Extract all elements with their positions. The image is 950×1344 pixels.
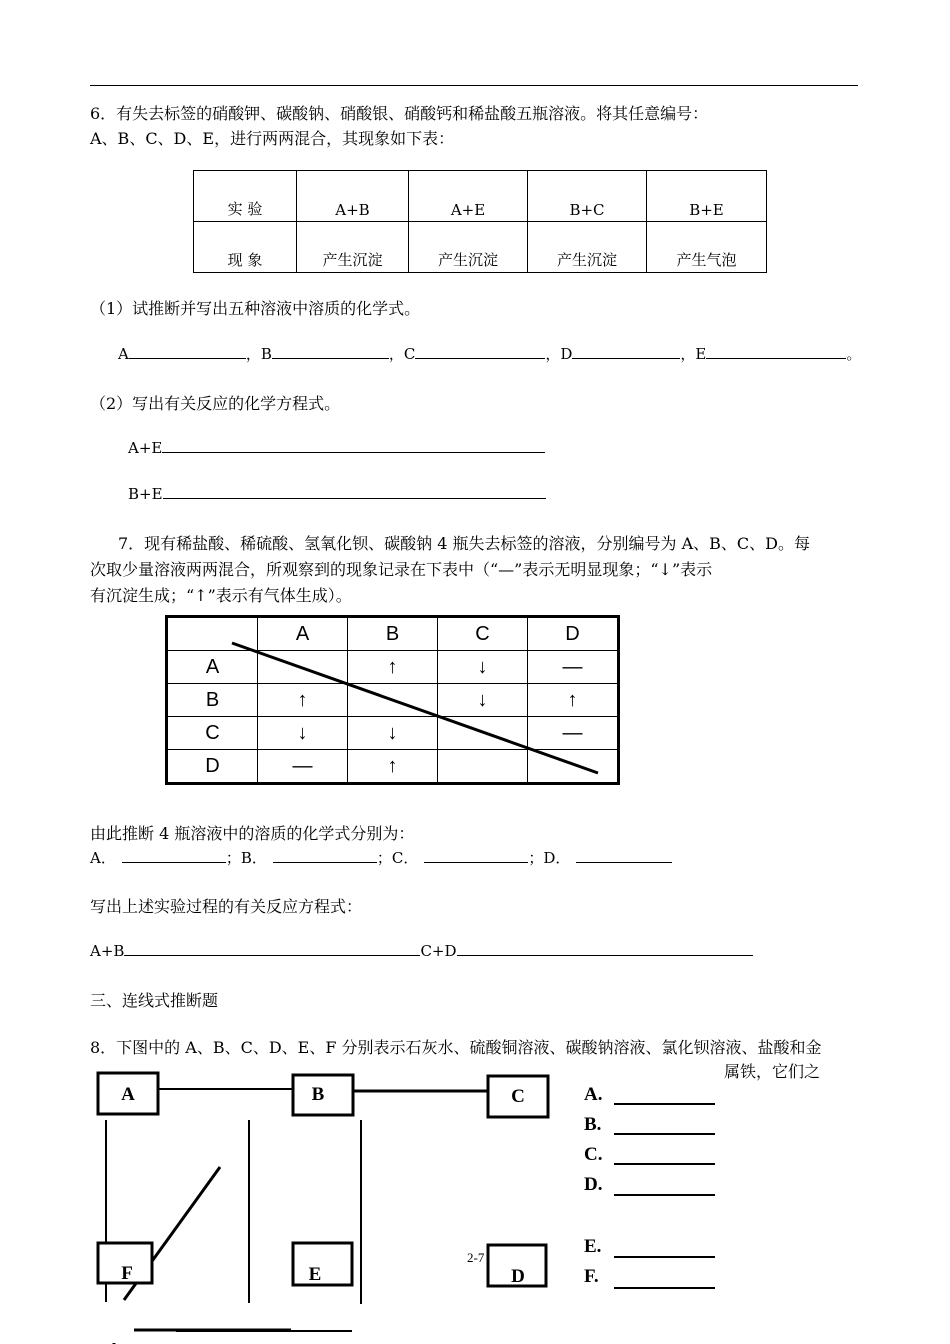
label: 。 [846,345,862,363]
q7-line2: 次取少量溶液两两混合，所观察到的现象记录在下表中（“—”表示无明显现象；“↓”表示 [90,560,713,579]
cell: 现 象 [194,222,297,273]
answer-blank-d[interactable] [576,848,672,863]
q6-line1: 6．有失去标签的硝酸钾、碳酸钠、硝酸银、硝酸钙和稀盐酸五瓶溶液。将其任意编号： [90,104,709,123]
node-label: F [121,1263,133,1284]
cell: D [167,750,258,784]
label: ，B [245,345,272,363]
q8-line2: 属铁，它们之 [724,1062,821,1081]
answer-label: C. [584,1144,603,1165]
answer-label: E. [584,1236,602,1257]
equation-blank[interactable] [124,941,420,956]
answer-label: F. [584,1266,599,1287]
cell: ↑ [348,651,438,684]
cell: B+C [528,171,647,222]
q6-part2: （2）写出有关反应的化学方程式。 [90,394,341,413]
q6-part1: （1）试推断并写出五种溶液中溶质的化学式。 [90,299,421,318]
answer-blank-b[interactable] [273,848,377,863]
cell: A [167,651,258,684]
node-e [293,1243,352,1285]
q7-eqs [90,941,753,960]
label: A． [90,849,116,867]
label: ；D． [528,849,571,867]
cell: 产生沉淀 [409,222,528,273]
answer-label: A. [584,1084,603,1105]
label: ，D [545,345,573,363]
answer-label: B. [584,1114,602,1135]
node-label: D [511,1266,525,1287]
answer-blank-a[interactable] [122,848,226,863]
label: C+D [420,942,457,960]
cell: B [167,684,258,717]
label: B+E [128,485,163,503]
q7-line1: 7．现有稀盐酸、稀硫酸、氢氧化钡、碳酸钠 4 瓶失去标签的溶液，分别编号为 A、B、C、D。每 [118,534,811,553]
q7-infer: 由此推断 4 瓶溶液中的溶质的化学式分别为： [90,824,415,843]
cell: C [438,617,528,651]
section-title: 三、连线式推断题 [90,991,219,1010]
cell: ↑ [528,684,619,717]
label: A+B [90,942,125,960]
q8-diagram [0,1060,950,1344]
cell: 产生沉淀 [528,222,647,273]
cell: A+E [409,171,528,222]
node-label: A [121,1084,135,1105]
cell: 产生气泡 [647,222,767,273]
label: ，E [680,345,707,363]
q7-line3: 有沉淀生成；“↑”表示有气体生成）。 [90,586,352,605]
cell: — [258,750,348,784]
equation-blank[interactable] [457,941,753,956]
cell: B+E [647,171,767,222]
cell: ↓ [348,717,438,750]
label: ；B． [225,849,267,867]
cell: 产生沉淀 [297,222,409,273]
q7-answers [90,847,672,868]
page-number: 2-7 [467,1250,485,1265]
cell: — [528,717,619,750]
q6-line2: A、B、C、D、E，进行两两混合，其现象如下表： [90,129,455,148]
node-label: C [511,1086,525,1107]
cell: — [528,651,619,684]
cell: ↑ [348,750,438,784]
cell: A [258,617,348,651]
cell: ↓ [438,684,528,717]
cell: ↓ [258,717,348,750]
cell: 实 验 [194,171,297,222]
cell: ↑ [258,684,348,717]
node-label: B [311,1084,325,1105]
label: ；C． [376,849,419,867]
answer-label: D. [584,1174,603,1195]
cell: C [167,717,258,750]
answer-blank-c[interactable] [424,848,528,863]
node-label: E [308,1264,322,1285]
cell: A+B [297,171,409,222]
label: A [118,345,129,363]
cell: ↓ [438,651,528,684]
label: A+E [128,439,163,457]
label: ，C [388,345,416,363]
cell: B [348,617,438,651]
q7-eq-prompt: 写出上述实验过程的有关反应方程式： [90,897,363,916]
cell: D [528,617,619,651]
q8-line1: 8．下图中的 A、B、C、D、E、F 分别表示石灰水、硫酸铜溶液、碳酸钠溶液、氯化钡溶液、盐酸和金 [90,1038,822,1057]
diagonal-line [232,643,598,773]
